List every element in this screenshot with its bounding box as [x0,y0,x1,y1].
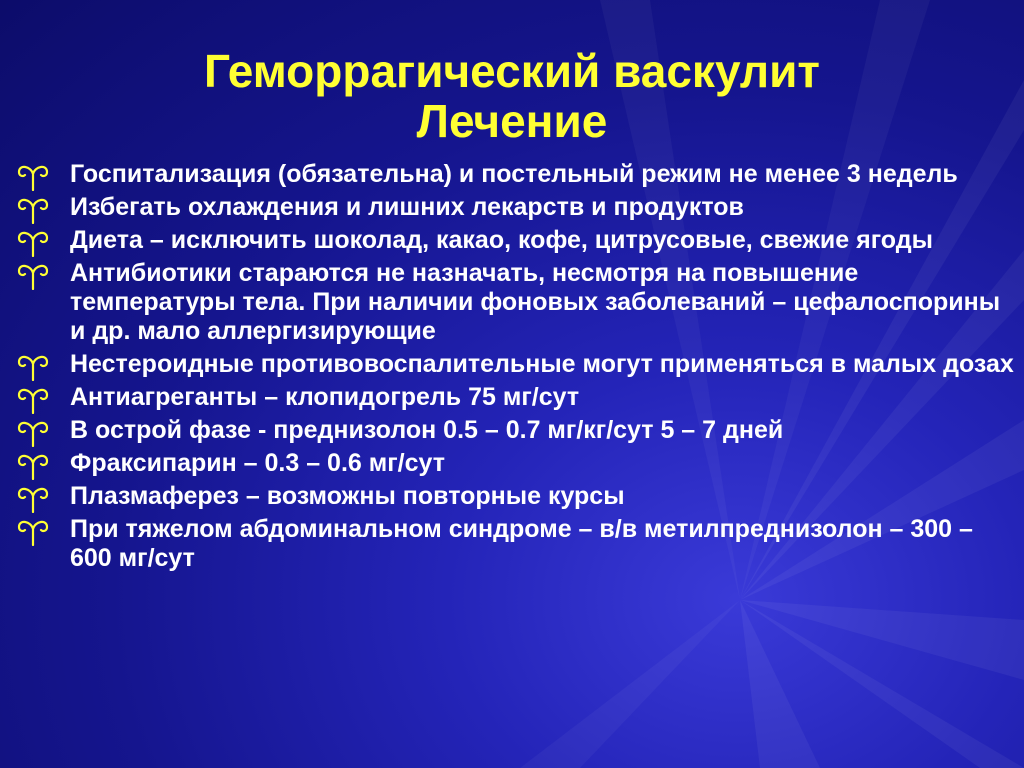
bullet-item [14,449,1014,478]
bullet-item [14,350,1014,379]
bullet-item [14,160,1014,189]
bullet-list [14,160,1014,577]
aries-symbol-icon [16,196,50,224]
aries-symbol-icon [16,386,50,414]
aries-symbol-icon [16,485,50,513]
aries-symbol-icon [16,262,50,290]
bullet-text: Госпитализация (обязательна) и постельный режим не менее 3 недель [70,160,958,188]
slide-title [0,46,1024,146]
bullet-text: В острой фазе - преднизолон 0.5 – 0.7 мг/кг/сут 5 – 7 дней [70,416,784,444]
aries-symbol-icon [16,353,50,381]
bullet-text: Антибиотики стараются не назначать, несмотря на повышение температуры тела. При наличии фоновых заболеваний – цефалоспорины и др. мало аллергизирующие [70,259,1001,345]
bullet-item [14,416,1014,445]
bullet-item [14,259,1014,346]
bullet-text: Плазмаферез – возможны повторные курсы [70,482,625,510]
aries-symbol-icon [16,518,50,546]
bullet-item [14,226,1014,255]
bullet-text: При тяжелом абдоминальном синдроме – в/в метилпреднизолон – 300 – 600 мг/сут [70,515,973,572]
bullet-text: Диета – исключить шоколад, какао, кофе, цитрусовые, свежие ягоды [70,226,933,254]
bullet-text: Фраксипарин – 0.3 – 0.6 мг/сут [70,449,445,477]
bullet-text: Избегать охлаждения и лишних лекарств и продуктов [70,193,744,221]
bullet-text: Нестероидные противовоспалительные могут применяться в малых дозах [70,350,1014,378]
aries-symbol-icon [16,419,50,447]
bullet-item [14,515,1014,573]
aries-symbol-icon [16,452,50,480]
title-line-1: Геморрагический васкулит [204,45,820,97]
bullet-item [14,193,1014,222]
bullet-item [14,383,1014,412]
bullet-text: Антиагреганты – клопидогрель 75 мг/сут [70,383,580,411]
bullet-item [14,482,1014,511]
aries-symbol-icon [16,229,50,257]
aries-symbol-icon [16,163,50,191]
title-line-2: Лечение [416,95,608,147]
